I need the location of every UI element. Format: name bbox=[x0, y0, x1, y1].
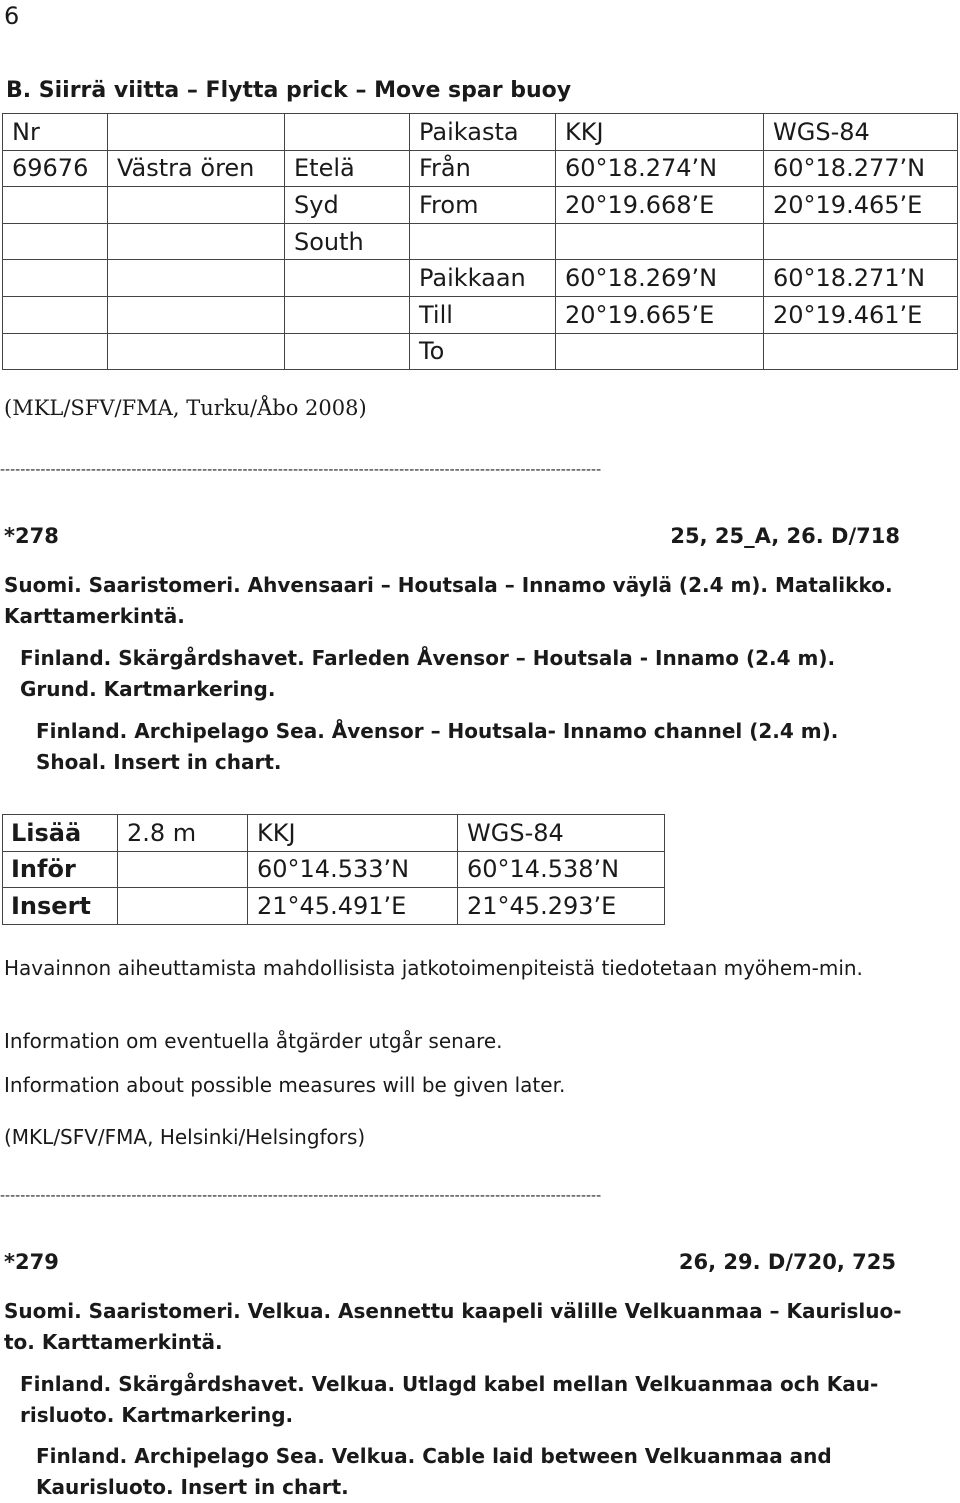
table-row bbox=[3, 815, 665, 852]
section-b-source: (MKL/SFV/FMA, Turku/Åbo 2008) bbox=[4, 396, 367, 420]
separator-line: ----------------------------------------------------------------------------------------------------------------------- bbox=[0, 462, 602, 478]
buoy-table-cell bbox=[3, 296, 108, 333]
notice-279-number: *279 bbox=[4, 1250, 59, 1274]
notice-278-text-en: Finland. Archipelago Sea. Åvensor – Houtsala- Innamo channel (2.4 m). Shoal. Insert in chart. bbox=[36, 719, 839, 774]
buoy-table-cell bbox=[108, 296, 285, 333]
buoy-table-cell: To bbox=[410, 333, 556, 370]
buoy-table-cell: KKJ bbox=[556, 114, 764, 151]
buoy-table-cell bbox=[285, 260, 410, 297]
buoy-table-cell bbox=[108, 223, 285, 260]
buoy-move-table bbox=[2, 113, 958, 370]
buoy-table-cell bbox=[556, 223, 764, 260]
info-fi: Havainnon aiheuttamista mahdollisista jatkotoimenpiteistä tiedotetaan myöhem-min. bbox=[4, 956, 863, 980]
separator-line-2: ----------------------------------------------------------------------------------------------------------------------- bbox=[0, 1188, 602, 1204]
buoy-table-cell: Syd bbox=[285, 187, 410, 224]
insert-table-cell: Lisää bbox=[3, 815, 118, 852]
notice-278-source: (MKL/SFV/FMA, Helsinki/Helsingfors) bbox=[4, 1125, 366, 1149]
buoy-table-cell bbox=[764, 333, 958, 370]
buoy-table-cell: WGS-84 bbox=[764, 114, 958, 151]
notice-279-text-en: Finland. Archipelago Sea. Velkua. Cable laid between Velkuanmaa and Kaurisluoto. Insert in chart. bbox=[36, 1444, 832, 1499]
insert-table-cell bbox=[118, 888, 248, 925]
insert-depth-table bbox=[2, 814, 665, 925]
buoy-table-cell: From bbox=[410, 187, 556, 224]
notice-278-text-sv: Finland. Skärgårdshavet. Farleden Åvensor – Houtsala - Innamo (2.4 m). Grund. Kartmarkering. bbox=[20, 646, 836, 701]
table-row bbox=[3, 851, 665, 888]
notice-279-text-fi: Suomi. Saaristomeri. Velkua. Asennettu kaapeli välille Velkuanmaa – Kaurisluo-to. Karttamerkintä. bbox=[4, 1299, 902, 1354]
insert-table-cell: 21°45.293’E bbox=[458, 888, 665, 925]
buoy-table-cell: 69676 bbox=[3, 150, 108, 187]
buoy-table-cell: Etelä bbox=[285, 150, 410, 187]
section-b-title: B. Siirrä viitta – Flytta prick – Move spar buoy bbox=[6, 78, 572, 103]
buoy-table-cell: 60°18.269’N bbox=[556, 260, 764, 297]
buoy-table-cell: 20°19.465’E bbox=[764, 187, 958, 224]
insert-table-cell: Inför bbox=[3, 851, 118, 888]
info-en: Information about possible measures will be given later. bbox=[4, 1073, 566, 1097]
buoy-table-cell bbox=[764, 223, 958, 260]
buoy-table-cell bbox=[3, 187, 108, 224]
insert-table-cell: Insert bbox=[3, 888, 118, 925]
buoy-table-cell: 60°18.277’N bbox=[764, 150, 958, 187]
buoy-table-cell: 60°18.271’N bbox=[764, 260, 958, 297]
buoy-table-cell: 20°19.665’E bbox=[556, 296, 764, 333]
insert-table-cell: WGS-84 bbox=[458, 815, 665, 852]
buoy-table-cell bbox=[556, 333, 764, 370]
buoy-table-cell bbox=[3, 223, 108, 260]
notice-278-number: *278 bbox=[4, 524, 59, 548]
buoy-table-cell: Paikasta bbox=[410, 114, 556, 151]
buoy-table-cell bbox=[108, 114, 285, 151]
insert-table-cell: 60°14.533’N bbox=[248, 851, 458, 888]
buoy-table-cell bbox=[285, 333, 410, 370]
buoy-table-cell: Från bbox=[410, 150, 556, 187]
table-row bbox=[3, 888, 665, 925]
insert-table-cell bbox=[118, 851, 248, 888]
insert-table-cell: 60°14.538’N bbox=[458, 851, 665, 888]
table-row bbox=[3, 260, 958, 297]
buoy-table-cell bbox=[108, 260, 285, 297]
table-row bbox=[3, 187, 958, 224]
notice-278-chart-ref: 25, 25_A, 26. D/718 bbox=[670, 524, 900, 548]
buoy-table-cell bbox=[3, 333, 108, 370]
buoy-table-cell: Nr bbox=[3, 114, 108, 151]
buoy-table-cell bbox=[410, 223, 556, 260]
table-row bbox=[3, 333, 958, 370]
buoy-table-cell: 20°19.668’E bbox=[556, 187, 764, 224]
table-row bbox=[3, 114, 958, 151]
notice-279-chart-ref: 26, 29. D/720, 725 bbox=[678, 1250, 896, 1274]
buoy-table-cell bbox=[108, 333, 285, 370]
buoy-table-cell: 60°18.274’N bbox=[556, 150, 764, 187]
buoy-table-cell bbox=[3, 260, 108, 297]
buoy-table-cell bbox=[285, 296, 410, 333]
buoy-table-cell: Till bbox=[410, 296, 556, 333]
buoy-table-cell: Paikkaan bbox=[410, 260, 556, 297]
table-row bbox=[3, 223, 958, 260]
insert-table-cell: 21°45.491’E bbox=[248, 888, 458, 925]
table-row bbox=[3, 296, 958, 333]
notice-278-text-fi: Suomi. Saaristomeri. Ahvensaari – Houtsala – Innamo väylä (2.4 m). Matalikko. Karttamerkintä. bbox=[4, 573, 893, 628]
table-row bbox=[3, 150, 958, 187]
buoy-table-cell bbox=[285, 114, 410, 151]
notice-279-text-sv: Finland. Skärgårdshavet. Velkua. Utlagd kabel mellan Velkuanmaa och Kau-risluoto. Kartmarkering. bbox=[20, 1372, 879, 1427]
buoy-table-cell bbox=[108, 187, 285, 224]
info-sv: Information om eventuella åtgärder utgår senare. bbox=[4, 1029, 503, 1053]
buoy-table-cell: Västra ören bbox=[108, 150, 285, 187]
insert-table-cell: 2.8 m bbox=[118, 815, 248, 852]
page-number: 6 bbox=[4, 2, 20, 30]
insert-table-cell: KKJ bbox=[248, 815, 458, 852]
buoy-table-cell: South bbox=[285, 223, 410, 260]
buoy-table-cell: 20°19.461’E bbox=[764, 296, 958, 333]
